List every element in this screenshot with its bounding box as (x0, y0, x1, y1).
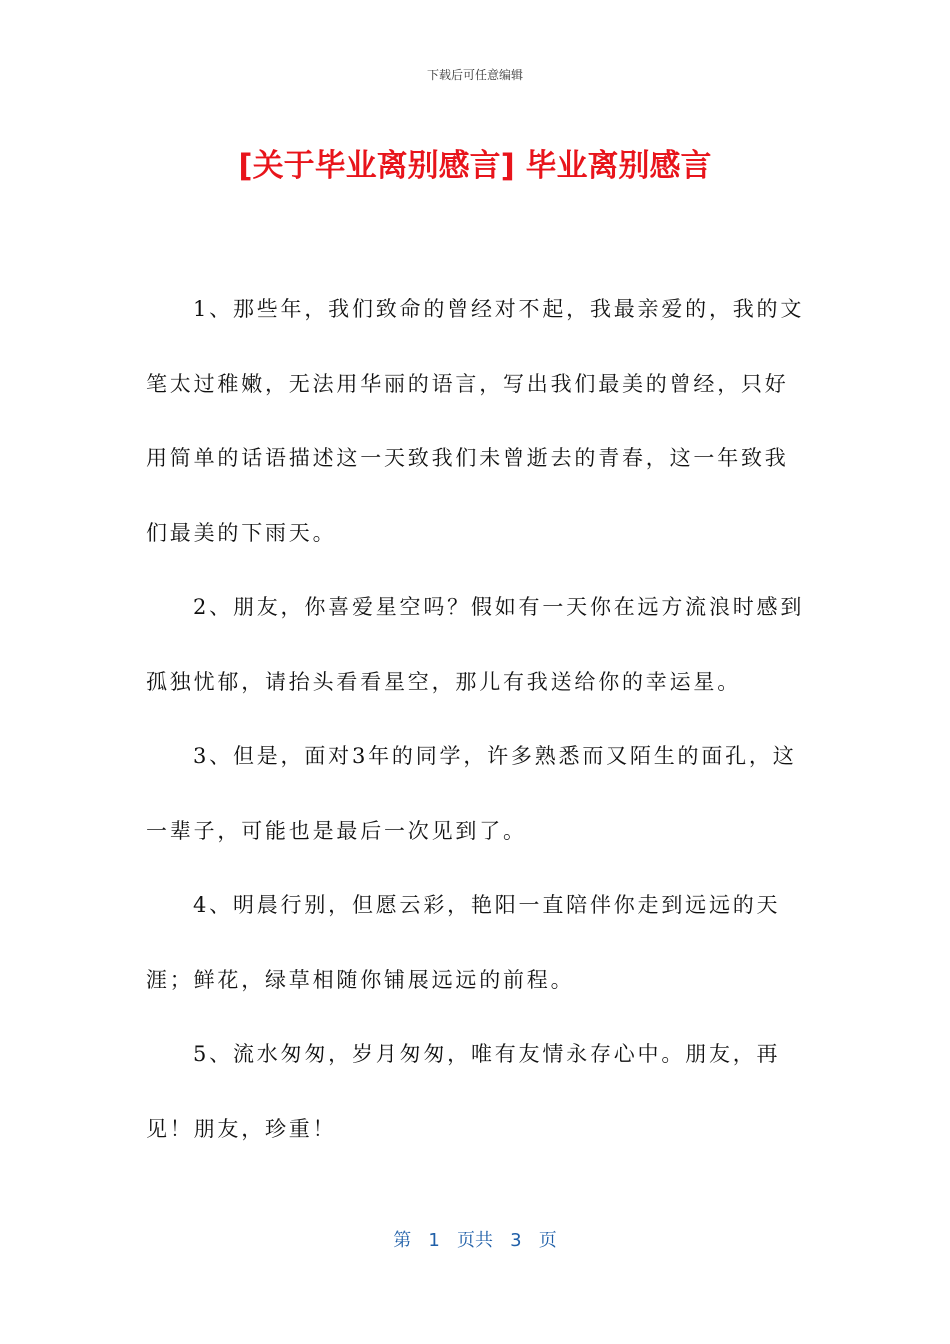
document-title: [关于毕业离别感言] 毕业离别感言 (238, 148, 712, 184)
paragraph-5: 5、流水匆匆，岁月匆匆，唯有友情永存心中。朋友，再见！朋友，珍重！ (146, 1042, 781, 1141)
page-number-footer (0, 1226, 950, 1252)
document-body (146, 272, 808, 1166)
paragraph-1: 1、那些年，我们致命的曾经对不起，我最亲爱的，我的文笔太过稚嫩，无法用华丽的语言，写出我们最美的曾经，只好用简单的话语描述这一天致我们未曾逝去的青春，这一年致我们最美的下雨天。 (146, 297, 805, 545)
page-label-middle: 页共 (457, 1230, 493, 1251)
header-note: 下载后可任意编辑 (426, 68, 523, 82)
paragraph-3: 3、但是，面对3年的同学，许多熟悉而又陌生的面孔，这一辈子，可能也是最后一次见到了。 (146, 744, 797, 843)
paragraph-2: 2、朋友，你喜爱星空吗？假如有一天你在远方流浪时感到孤独忧郁，请抬头看看星空，那儿有我送给你的幸运星。 (146, 595, 805, 694)
page-label-prefix: 第 (393, 1230, 412, 1251)
current-page-number: 1 (428, 1230, 440, 1251)
paragraph-4: 4、明晨行别，但愿云彩，艳阳一直陪伴你走到远远的天涯；鲜花，绿草相随你铺展远远的前程。 (146, 893, 781, 992)
page-label-suffix: 页 (538, 1230, 557, 1251)
total-pages-number: 3 (510, 1230, 522, 1251)
